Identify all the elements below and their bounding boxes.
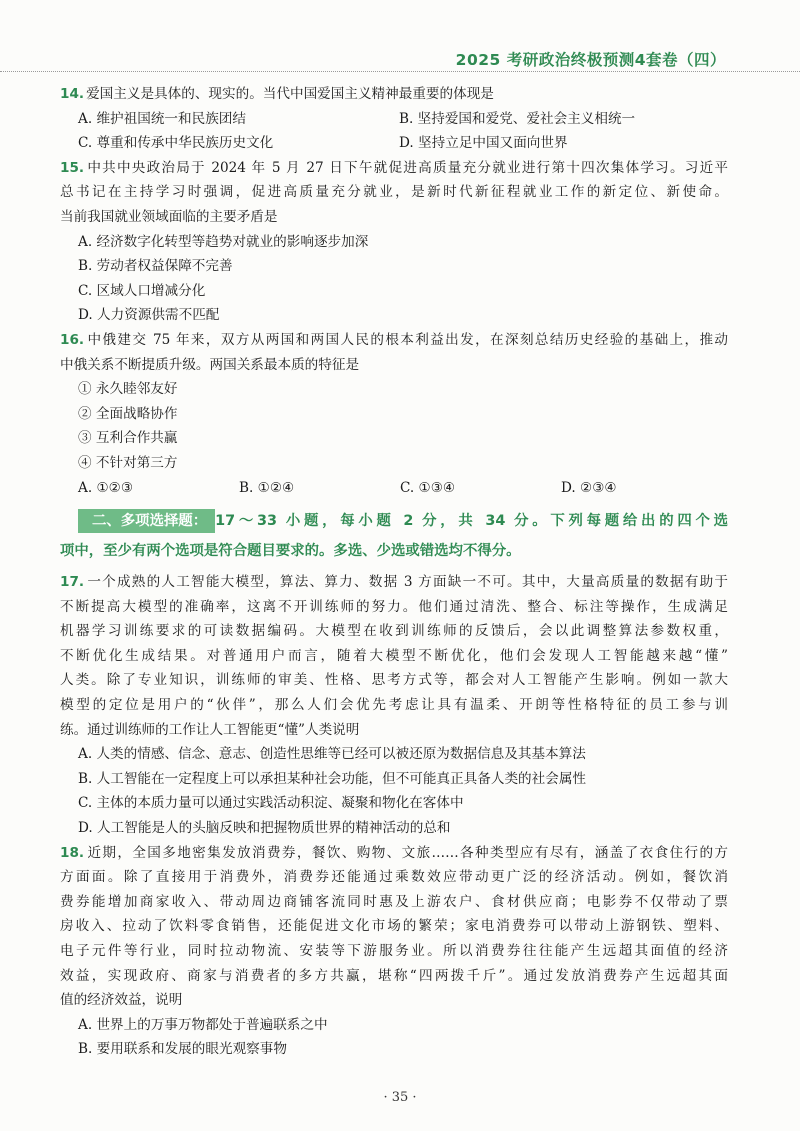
question-15 — [60, 156, 728, 328]
stem-line: 当前我国就业领域面临的主要矛盾是 — [60, 208, 278, 225]
statement-1: ① 永久睦邻友好 — [78, 381, 178, 398]
option-a: A. 维护祖国统一和民族团结 — [78, 110, 246, 127]
option-a: A. 世界上的万事万物都处于普遍联系之中 — [78, 1016, 328, 1033]
stem-line: 爱国主义是具体的、现实的。当代中国爱国主义精神最重要的体现是 — [86, 86, 494, 102]
stem-line: 总书记在主持学习时强调，促进高质量充分就业，是新时代新征程就业工作的新定位、新使命。 — [60, 184, 728, 201]
question-number: 18. — [60, 844, 85, 861]
stem-text: 中俄建交 75 年来，双方从两国和两国人民的根本利益出发，在深刻总结历史经验的基础上，推动 — [86, 331, 728, 348]
stem-line: 中俄关系不断提质升级。两国关系最本质的特征是 — [60, 356, 360, 373]
section-heading-line — [60, 506, 728, 536]
option-c: C. 区域人口增减分化 — [78, 282, 206, 299]
stem-line — [60, 841, 728, 866]
option-d: D. 坚持立足中国又面向世界 — [399, 135, 568, 152]
option-row — [60, 107, 728, 132]
section-instruction: 17～33 小题，每小题 2 分，共 34 分。下列每题给出的四个选 — [215, 513, 728, 530]
stem-line: 不断提高大模型的准确率，这离不开训练师的努力。他们通过清洗、整合、标注等操作，生成满足 — [60, 598, 728, 615]
stem-line: 机器学习训练要求的可读数据编码。大模型在收到训练师的反馈后，会以此调整算法参数权重， — [60, 623, 728, 640]
stem-text: 中共中央政治局于 2024 年 5 月 27 日下午就促进高质量充分就业进行第十四次集体学习。习近平 — [86, 159, 728, 176]
stem-line: 练。通过训练师的工作让人工智能更“懂”人类说明 — [60, 721, 360, 738]
stem-line: 人类。除了专业知识，训练师的审美、性格、思考方式等，都会对人工智能产生影响。例如一款大 — [60, 672, 728, 689]
stem-line — [60, 328, 728, 353]
option-d: D. 人力资源供需不匹配 — [78, 307, 220, 324]
question-16 — [60, 328, 728, 500]
option-a: A. 人类的情感、信念、意志、创造性思维等已经可以被还原为数据信息及其基本算法 — [78, 746, 586, 763]
section-heading — [60, 506, 728, 566]
stem-text: 一个成熟的人工智能大模型，算法、算力、数据 3 方面缺一不可。其中，大量高质量的数据有助于 — [86, 574, 728, 591]
stem-line — [60, 570, 728, 595]
page-content — [60, 82, 728, 1062]
option-b: B. ①②④ — [239, 479, 295, 496]
option-d: D. 人工智能是人的头脑反映和把握物质世界的精神活动的总和 — [78, 820, 451, 837]
question-number: 14. — [60, 86, 85, 102]
option-b: B. 坚持爱国和爱党、爱社会主义相统一 — [399, 110, 636, 127]
option-b: B. 劳动者权益保障不完善 — [78, 258, 233, 275]
question-stem — [60, 82, 728, 107]
stem-line: 方面面。除了直接用于消费外，消费券还能通过乘数效应带动更广泛的经济活动。例如，餐饮消 — [60, 869, 728, 886]
statement-4: ④ 不针对第三方 — [78, 454, 178, 471]
statement-2: ② 全面战略协作 — [78, 405, 178, 422]
option-row — [60, 476, 728, 501]
header-title: 2025 考研政治终极预测4套卷（四） — [455, 51, 726, 69]
stem-line: 房收入、拉动了饮料零食销售，还能促进文化市场的繁荣；家电消费券可以带动上游钢铁、塑料、 — [60, 918, 728, 935]
question-14 — [60, 82, 728, 156]
page-number: · 35 · — [383, 1090, 417, 1105]
option-b: B. 人工智能在一定程度上可以承担某种社会功能，但不可能真正具备人类的社会属性 — [78, 770, 587, 787]
question-18 — [60, 841, 728, 1062]
statement-3: ③ 互利合作共赢 — [78, 430, 178, 447]
stem-line: 费券能增加商家收入、带动周边商铺客流同时惠及上游农户、食材供应商；电影券不仅带动了票 — [60, 893, 728, 910]
stem-line: 效益，实现政府、商家与消费者的多方共赢，堪称“四两拨千斤”。通过发放消费券产生远超其面 — [60, 967, 728, 984]
question-number: 15. — [60, 159, 85, 176]
section-heading-line: 项中，至少有两个选项是符合题目要求的。多选、少选或错选均不得分。 — [60, 543, 521, 560]
stem-line: 值的经济效益，说明 — [60, 992, 183, 1009]
question-17 — [60, 570, 728, 841]
option-c: C. 尊重和传承中华民族历史文化 — [78, 135, 274, 152]
option-d: D. ②③④ — [561, 479, 617, 496]
question-number: 17. — [60, 574, 85, 591]
section-tag: 二、多项选择题： — [78, 509, 215, 533]
option-c: C. 主体的本质力量可以通过实践活动积淀、凝聚和物化在客体中 — [78, 795, 464, 812]
stem-line — [60, 156, 728, 181]
stem-line: 模型的定位是用户的“伙伴”，那么人们会优先考虑让具有温柔、开朗等性格特征的员工参与训 — [60, 697, 728, 714]
question-number: 16. — [60, 331, 85, 348]
stem-line: 电子元件等行业，同时拉动物流、安装等下游服务业。所以消费券往往能产生远超其面值的经济 — [60, 943, 728, 959]
option-row — [60, 131, 728, 156]
option-b: B. 要用联系和发展的眼光观察事物 — [78, 1041, 287, 1058]
stem-line: 不断优化生成结果。对普通用户而言，随着大模型不断优化，他们会发现人工智能越来越“懂” — [60, 647, 728, 664]
option-c: C. ①③④ — [400, 479, 456, 496]
option-a: A. ①②③ — [78, 479, 134, 496]
stem-text: 近期，全国多地密集发放消费券，餐饮、购物、文旅……各种类型应有尽有，涵盖了衣食住行的方 — [86, 844, 728, 861]
option-a: A. 经济数字化转型等趋势对就业的影响逐步加深 — [78, 233, 369, 250]
header-divider — [0, 71, 800, 72]
